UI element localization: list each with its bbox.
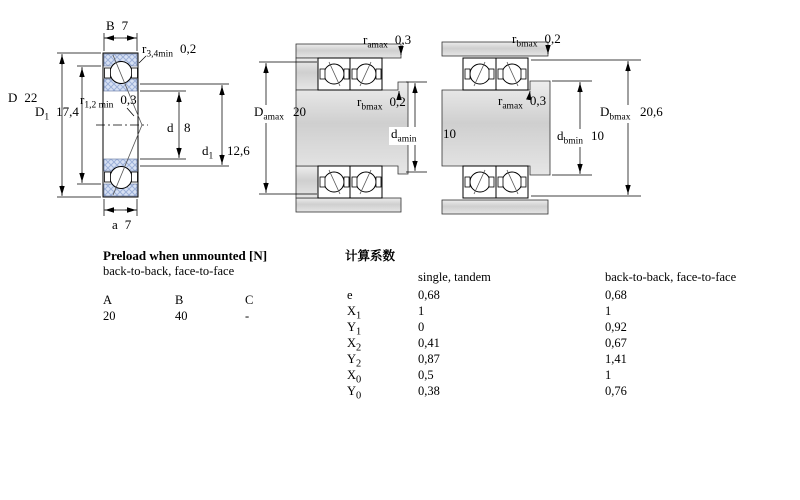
dim-label-rbmax-b: $r_{bmax}$ 0,2 [512, 31, 561, 50]
preload-subtitle: back-to-back, face-to-face [103, 264, 235, 278]
dim-label-r34: $r_{3,4min}$ 0,2 [142, 41, 197, 60]
preload-value-C: - [245, 309, 250, 323]
factor-row-single: 0,68 [418, 288, 440, 302]
dim-label-D: D 22 [8, 90, 38, 105]
dim-label-damin-value: 10 [443, 126, 456, 141]
dim-label-d-base: d [167, 120, 174, 135]
dim-label-Damax-value: 20 [293, 104, 306, 119]
factor-row-label: $Y_2$ [347, 352, 362, 370]
factors-title: 计算系数 [345, 248, 396, 263]
factor-row-label: $Y_1$ [347, 320, 362, 338]
dim-label-dbmin-base: $d_{bmin}$ [557, 128, 584, 147]
factor-row-single: 0 [418, 320, 425, 334]
dim-label-D1: $D_1$ 17,4 [35, 104, 79, 123]
factors-col1-header: single, tandem [418, 270, 491, 284]
dim-label-Damax-base: $D_{amax}$ [254, 104, 284, 123]
factor-row-label: e [347, 288, 353, 302]
paired-arrangement-b-figure [442, 42, 641, 214]
factor-row-paired: 0,92 [605, 320, 627, 334]
factor-row-single: 0,87 [418, 352, 440, 366]
preload-col-A: A [103, 293, 113, 307]
factor-row-label: $Y_0$ [347, 384, 362, 402]
dim-label-Dbmax-base: $D_{bmax}$ [600, 104, 631, 123]
dim-label-d1-value: 12,6 [227, 143, 250, 158]
factor-row-paired: 1 [605, 304, 612, 318]
factor-row-paired: 0,67 [605, 336, 627, 350]
factor-row-single: 0,38 [418, 384, 440, 398]
factor-row-single: 1 [418, 304, 425, 318]
factor-row-paired: 0,76 [605, 384, 627, 398]
preload-col-C: C [245, 293, 254, 307]
factor-row-label: $X_0$ [347, 368, 362, 386]
factor-row-label: $X_2$ [347, 336, 362, 354]
preload-col-B: B [175, 293, 184, 307]
preload-value-B: 40 [175, 309, 188, 323]
dim-label-d1-base: $d_1$ [202, 143, 214, 162]
factor-row-paired: 0,68 [605, 288, 627, 302]
preload-title: Preload when unmounted [N] [103, 248, 268, 263]
dim-label-a: a 7 [112, 217, 132, 232]
dim-label-dbmin-value: 10 [591, 128, 604, 143]
single-bearing-figure [57, 33, 229, 216]
factor-row-single: 0,41 [418, 336, 440, 350]
dim-label-ramax-b: $r_{amax}$ 0,3 [498, 93, 547, 112]
dim-label-rbmax-a: $r_{bmax}$ 0,2 [357, 94, 406, 113]
preload-value-A: 20 [103, 309, 116, 323]
factors-col2-header: back-to-back, face-to-face [605, 270, 737, 284]
dim-label-r12: $r_{1,2 min}$ 0,3 [80, 92, 137, 111]
dim-label-B: B 7 [106, 18, 129, 33]
dim-label-ramax-a: $r_{amax}$ 0,3 [363, 32, 412, 51]
dim-label-d-value: 8 [184, 120, 191, 135]
factor-row-single: 0,5 [418, 368, 434, 382]
dim-label-damin-base: $d_{amin}$ [391, 126, 417, 145]
factor-row-label: $X_1$ [347, 304, 362, 322]
factor-row-paired: 1 [605, 368, 612, 382]
dim-label-Dbmax-value: 20,6 [640, 104, 663, 119]
factor-row-paired: 1,41 [605, 352, 627, 366]
